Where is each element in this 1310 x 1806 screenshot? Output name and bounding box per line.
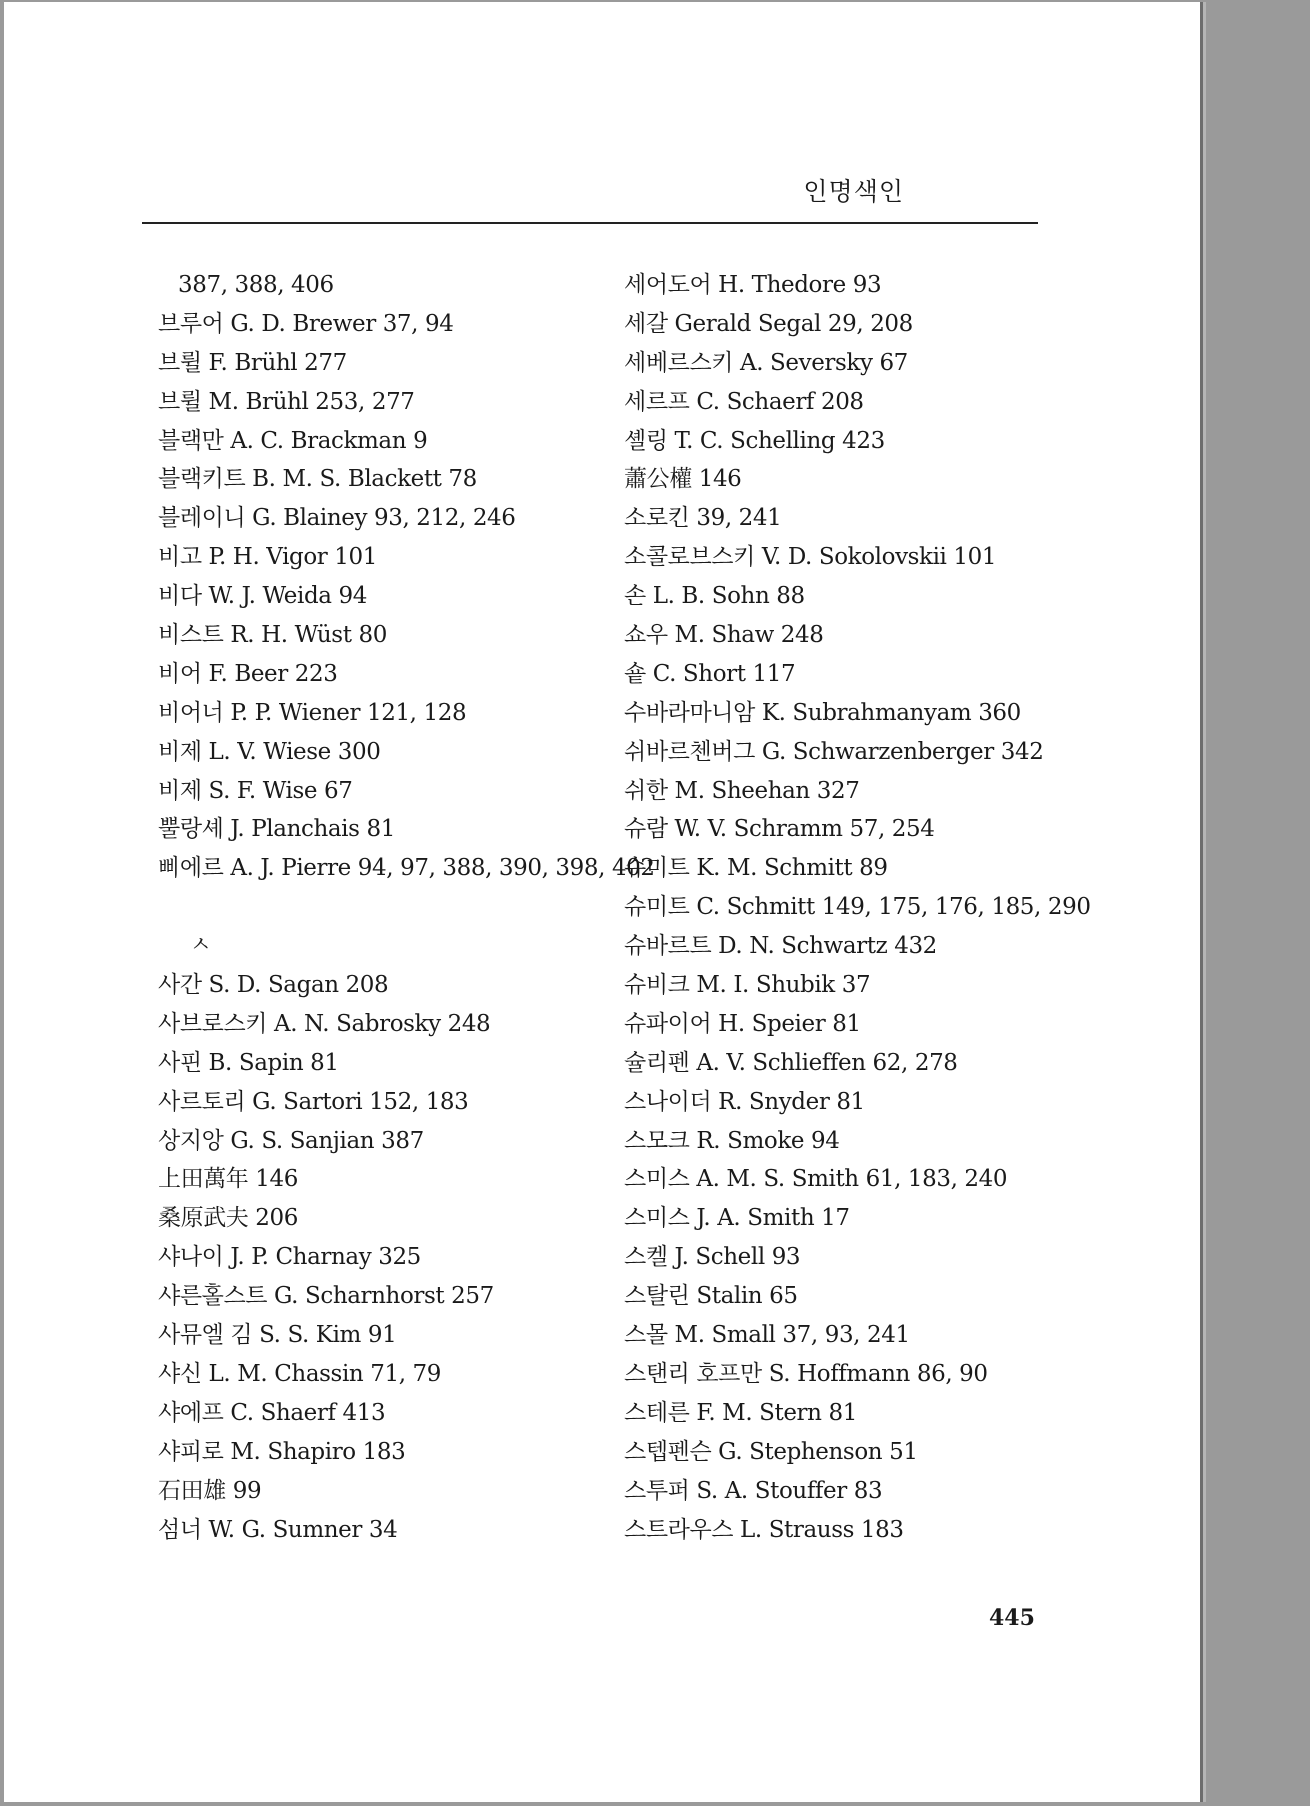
index-entry: 브루어 G. D. Brewer 37, 94 [158, 310, 454, 337]
index-entry: 세어도어 H. Thedore 93 [624, 272, 882, 298]
index-entry: 비어너 P. P. Wiener 121, 128 [158, 699, 467, 726]
index-entry: 쉬한 M. Sheehan 327 [624, 777, 860, 804]
index-entry: 스켈 J. Schell 93 [624, 1244, 801, 1271]
index-entry: 샤피로 M. Shapiro 183 [158, 1438, 406, 1465]
index-entry: 사핀 B. Sapin 81 [158, 1049, 339, 1076]
index-spacer [158, 888, 604, 927]
index-entry: 수바라마니암 K. Subrahmanyam 360 [624, 699, 1021, 726]
index-column-right [624, 266, 1091, 1549]
index-entry: 블랙키트 B. M. S. Blackett 78 [158, 466, 477, 493]
index-entry: 스몰 M. Small 37, 93, 241 [624, 1322, 910, 1349]
index-entry: 비고 P. H. Vigor 101 [158, 544, 378, 571]
index-entry: 387, 388, 406 [178, 272, 334, 298]
index-entry: 스미스 J. A. Smith 17 [624, 1205, 850, 1232]
index-entry: 石田雄 99 [158, 1477, 262, 1504]
index-entry: 브륄 F. Brühl 277 [158, 349, 347, 376]
index-entry: 스나이더 R. Snyder 81 [624, 1088, 865, 1115]
index-section-heading: ㅅ [190, 933, 211, 959]
index-entry: 쉬바르첸버그 G. Schwarzenberger 342 [624, 738, 1044, 765]
index-entry: 샤른홀스트 G. Scharnhorst 257 [158, 1283, 494, 1310]
index-entry: 슈파이어 H. Speier 81 [624, 1010, 861, 1037]
index-entry: 스투퍼 S. A. Stouffer 83 [624, 1477, 883, 1504]
index-entry: 사브로스키 A. N. Sabrosky 248 [158, 1010, 491, 1037]
index-entry: 비제 S. F. Wise 67 [158, 777, 353, 804]
index-entry: 슈바르트 D. N. Schwartz 432 [624, 933, 937, 960]
index-entry: 스모크 R. Smoke 94 [624, 1127, 840, 1154]
index-entry: 스탠리 호프만 S. Hoffmann 86, 90 [624, 1360, 988, 1387]
index-entry: 비스트 R. H. Wüst 80 [158, 622, 387, 649]
index-column-left [158, 266, 655, 1549]
index-entry: 블랙만 A. C. Brackman 9 [158, 427, 428, 454]
index-entry: 소콜로브스키 V. D. Sokolovskii 101 [624, 544, 997, 571]
page-number: 445 [989, 1605, 1035, 1631]
index-entry: 슐리펜 A. V. Schlieffen 62, 278 [624, 1049, 958, 1076]
index-entry: 스미스 A. M. S. Smith 61, 183, 240 [624, 1166, 1008, 1193]
index-entry: 쇼우 M. Shaw 248 [624, 622, 824, 649]
index-entry: 세갈 Gerald Segal 29, 208 [624, 310, 913, 337]
index-entry: 손 L. B. Sohn 88 [624, 583, 805, 610]
index-entry: 桑原武夫 206 [158, 1205, 299, 1232]
index-entry: 사간 S. D. Sagan 208 [158, 972, 389, 999]
index-entry: 슈비크 M. I. Shubik 37 [624, 972, 871, 999]
index-entry: 스트라우스 L. Strauss 183 [624, 1516, 904, 1543]
index-entry: 사뮤엘 김 S. S. Kim 91 [158, 1322, 397, 1349]
index-entry: 브륄 M. Brühl 253, 277 [158, 388, 415, 415]
index-entry: 슈람 W. V. Schramm 57, 254 [624, 816, 935, 843]
index-entry: 슈미트 K. M. Schmitt 89 [624, 855, 888, 882]
index-entry: 비다 W. J. Weida 94 [158, 583, 367, 610]
index-entry: 샤에프 C. Shaerf 413 [158, 1399, 386, 1426]
book-page [4, 2, 1200, 1802]
header-rule [142, 222, 1038, 224]
index-entry: 스테른 F. M. Stern 81 [624, 1399, 857, 1426]
index-entry: 상지앙 G. S. Sanjian 387 [158, 1127, 424, 1154]
running-head: 인명색인 [803, 177, 904, 206]
index-entry: 뿔랑셰 J. Planchais 81 [158, 816, 395, 843]
index-entry: 삐에르 A. J. Pierre 94, 97, 388, 390, 398, 402 [158, 855, 655, 882]
index-entry: 숕 C. Short 117 [624, 660, 796, 687]
index-entry: 셸링 T. C. Schelling 423 [624, 427, 885, 454]
index-entry: 샤나이 J. P. Charnay 325 [158, 1244, 421, 1271]
index-entry: 스탈린 Stalin 65 [624, 1283, 798, 1310]
index-entry: 세르프 C. Schaerf 208 [624, 388, 864, 415]
index-entry: 上田萬年 146 [158, 1166, 299, 1193]
index-entry: 슈미트 C. Schmitt 149, 175, 176, 185, 290 [624, 894, 1091, 921]
index-entry: 스텝펜슨 G. Stephenson 51 [624, 1438, 918, 1465]
index-entry: 블레이니 G. Blainey 93, 212, 246 [158, 505, 516, 532]
index-entry: 사르토리 G. Sartori 152, 183 [158, 1088, 469, 1115]
index-entry: 소로킨 39, 241 [624, 505, 782, 532]
index-entry: 비제 L. V. Wiese 300 [158, 738, 381, 765]
index-entry: 세베르스키 A. Seversky 67 [624, 349, 908, 376]
index-entry: 비어 F. Beer 223 [158, 660, 338, 687]
index-entry: 蕭公權 146 [624, 466, 742, 493]
index-entry: 섬너 W. G. Sumner 34 [158, 1516, 398, 1543]
index-entry: 샤신 L. M. Chassin 71, 79 [158, 1360, 441, 1387]
